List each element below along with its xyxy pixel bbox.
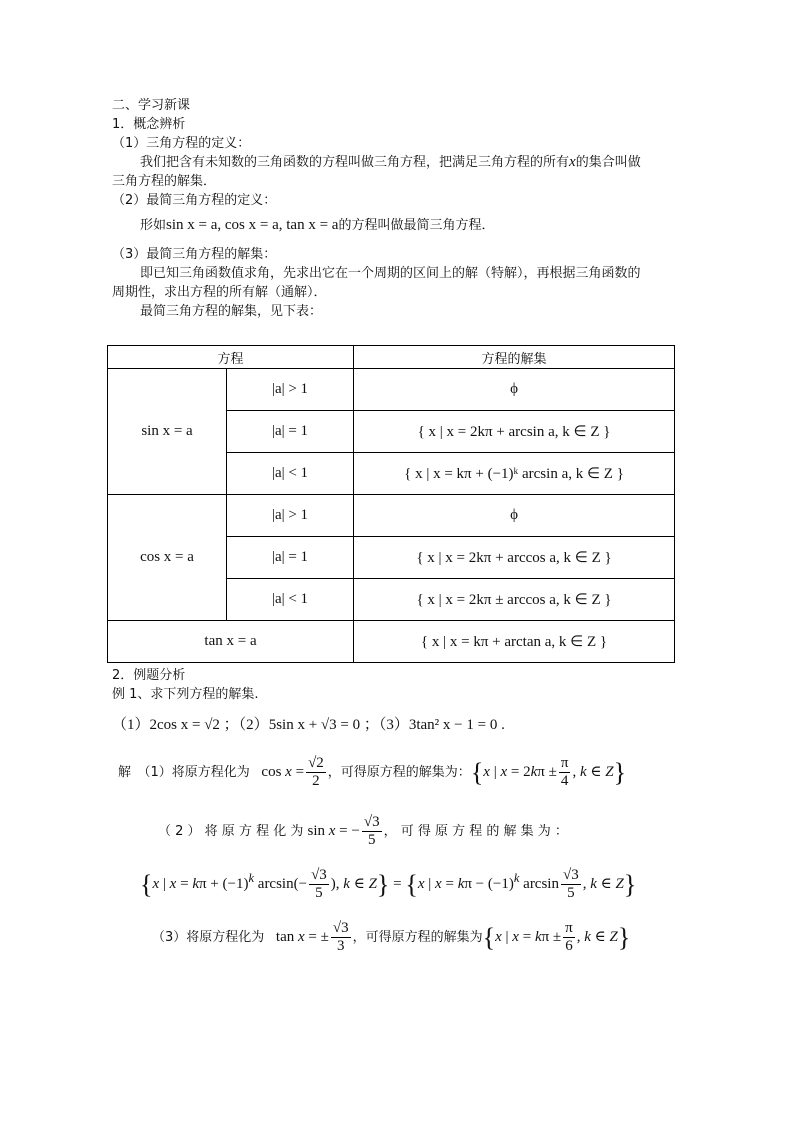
header-equation: 方程 <box>108 346 354 369</box>
table-caption: 最简三角方程的解集，见下表： <box>140 304 323 319</box>
solution-2: （ 2 ） 将 原 方 程 化 为 sin x = − $\frac{√3}{5}$ ， 可 得 原 方 程 的 解 集 为 ： <box>158 814 568 848</box>
table-row <box>108 621 675 663</box>
condition: |a| = 1 <box>227 537 354 579</box>
condition: |a| > 1 <box>227 369 354 411</box>
solution-2-equation: sin x = − $\frac{√3}{5}$ <box>307 814 380 848</box>
definition-3-text-cont: 周期性，求出方程的所有解（通解）． <box>112 285 327 300</box>
equation-sin: sin x = a <box>108 369 227 495</box>
condition: |a| = 1 <box>227 411 354 453</box>
solution-3-equation: tan x = ± $\frac{√3}{3}$ <box>268 920 349 954</box>
definition-2-heading: （2）最简三角方程的定义： <box>112 193 277 208</box>
solution-set-table <box>107 345 675 663</box>
condition: |a| < 1 <box>227 453 354 495</box>
solution-2-set: {x | $x = k\pi + (-1)^k$ arcsin(− $\frac{√3}{5}$ ), k ∈ Z} = {x | $x = k\pi - (-1)^k$ arcsin $\frac{√3}{5}$ , k ∈ Z} <box>140 867 637 901</box>
definition-1-text-cont: 三角方程的解集． <box>112 174 217 189</box>
solution-set: { x | x = kπ + (−1)ᵏ arcsin a, k ∈ Z } <box>354 453 675 495</box>
solution-3-set: {x | x = kπ ± $\frac{\pi}{6}$ , k ∈ Z} <box>482 920 631 954</box>
solution-set: ϕ <box>354 495 675 537</box>
condition: |a| > 1 <box>227 495 354 537</box>
solution-set: ϕ <box>354 369 675 411</box>
definition-3-heading: （3）最简三角方程的解集： <box>112 247 277 262</box>
equation-tan: tan x = a <box>108 621 354 663</box>
table-row <box>108 369 675 411</box>
section-title: 二、学习新课 <box>112 98 191 113</box>
solution-1: 解 （1）将原方程化为 cos x = $\frac{√2}{2}$ ，可得原方程的解集为：{x | x = 2kπ ± $\frac{\pi}{4}$ , k ∈ Z} <box>118 755 627 789</box>
solution-1-equation: cos x = $\frac{√2}{2}$ <box>253 755 324 789</box>
definition-2-text: 形如sin x = a, cos x = a, tan x = a的方程叫做最简三角方程． <box>140 217 495 233</box>
example-1-title: 例 1、求下列方程的解集. <box>112 687 259 702</box>
equation-cos: cos x = a <box>108 495 227 621</box>
examples-section <box>112 666 682 955</box>
solution-set: { x | x = kπ + arctan a, k ∈ Z } <box>354 621 675 663</box>
lesson-body <box>112 96 682 321</box>
solution-set: { x | x = 2kπ ± arccos a, k ∈ Z } <box>354 579 675 621</box>
definition-1-heading: （1）三角方程的定义： <box>112 136 251 151</box>
solution-3: （3）将原方程化为 tan x = ± $\frac{√3}{3}$ ，可得原方程的解集为{x | x = kπ ± $\frac{\pi}{6}$ , k ∈ Z} <box>152 920 631 954</box>
condition: |a| < 1 <box>227 579 354 621</box>
example-1-problems: （1）2cos x = √2 ；（2）5sin x + √3 = 0 ；（3）3tan² x − 1 = 0 . <box>112 717 505 733</box>
example-heading: 2．例题分析 <box>112 668 186 683</box>
definition-3-text: 即已知三角函数值求角，先求出它在一个周期的区间上的解（特解），再根据三角函数的 <box>140 266 641 281</box>
solution-set: { x | x = 2kπ + arccos a, k ∈ Z } <box>354 537 675 579</box>
header-solution-set: 方程的解集 <box>354 346 675 369</box>
table-header-row <box>108 346 675 369</box>
definition-2-formula: sin x = a, cos x = a, tan x = a <box>166 217 339 233</box>
solution-1-set: {x | x = 2kπ ± $\frac{\pi}{4}$ , k ∈ Z} <box>470 755 627 789</box>
solution-set: { x | x = 2kπ + arcsin a, k ∈ Z } <box>354 411 675 453</box>
definition-1-text: 我们把含有未知数的三角函数的方程叫做三角方程，把满足三角方程的所有x的集合叫做 <box>140 154 641 170</box>
concept-heading: 1．概念辨析 <box>112 117 186 132</box>
table-row <box>108 495 675 537</box>
